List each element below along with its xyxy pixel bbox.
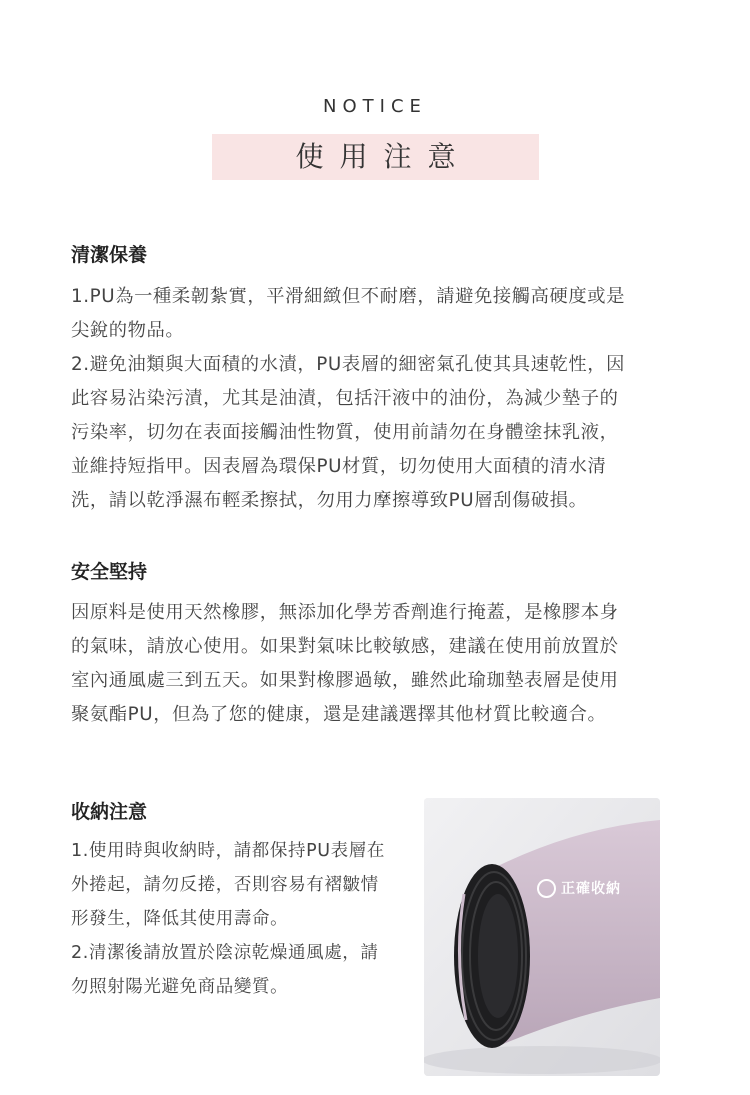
text-line: 洗，請以乾淨濕布輕柔擦拭，勿用力摩擦導致PU層刮傷破損。 bbox=[71, 490, 588, 511]
rolled-mat-photo bbox=[424, 798, 660, 1076]
cleaning-paragraph bbox=[71, 280, 679, 518]
badge-label: 正確收納 bbox=[561, 881, 621, 897]
correct-storage-badge bbox=[537, 878, 621, 898]
text-line: 室內通風處三到五天。如果對橡膠過敏，雖然此瑜珈墊表層是使用 bbox=[71, 670, 619, 691]
text-line: 1.使用時與收納時，請都保持PU表層在 bbox=[71, 841, 385, 861]
text-line: 因原料是使用天然橡膠，無添加化學芳香劑進行掩蓋，是橡膠本身 bbox=[71, 602, 619, 623]
text-line: 勿照射陽光避免商品變質。 bbox=[71, 977, 289, 997]
text-line: 1.PU為一種柔韌紮實，平滑細緻但不耐磨，請避免接觸高硬度或是 bbox=[71, 286, 626, 307]
safety-paragraph bbox=[71, 596, 679, 732]
section-title-cleaning: 清潔保養 bbox=[71, 244, 148, 266]
circle-icon bbox=[537, 879, 556, 898]
notice-label: NOTICE bbox=[323, 96, 427, 117]
section-title-storage: 收納注意 bbox=[71, 801, 148, 823]
text-line: 聚氨酯PU，但為了您的健康，還是建議選擇其他材質比較適合。 bbox=[71, 704, 607, 725]
text-line: 形發生，降低其使用壽命。 bbox=[71, 909, 289, 929]
storage-paragraph bbox=[71, 834, 399, 1004]
text-line: 並維持短指甲。因表層為環保PU材質，切勿使用大面積的清水清 bbox=[71, 456, 607, 477]
text-line: 2.避免油類與大面積的水漬，PU表層的細密氣孔使其具速乾性，因 bbox=[71, 354, 626, 375]
section-title-safety: 安全堅持 bbox=[71, 561, 148, 583]
text-line: 此容易沾染污漬，尤其是油漬，包括汗液中的油份，為減少墊子的 bbox=[71, 388, 619, 409]
rolled-mat-illustration bbox=[424, 798, 660, 1076]
text-line: 污染率，切勿在表面接觸油性物質，使用前請勿在身體塗抹乳液， bbox=[71, 422, 619, 443]
page-title: 使用注意 bbox=[212, 134, 539, 180]
text-line: 外捲起，請勿反捲，否則容易有褶皺情 bbox=[71, 875, 379, 895]
text-line: 2.清潔後請放置於陰涼乾燥通風處，請 bbox=[71, 943, 379, 963]
text-line: 尖銳的物品。 bbox=[71, 320, 185, 341]
text-line: 的氣味，請放心使用。如果對氣味比較敏感，建議在使用前放置於 bbox=[71, 636, 619, 657]
